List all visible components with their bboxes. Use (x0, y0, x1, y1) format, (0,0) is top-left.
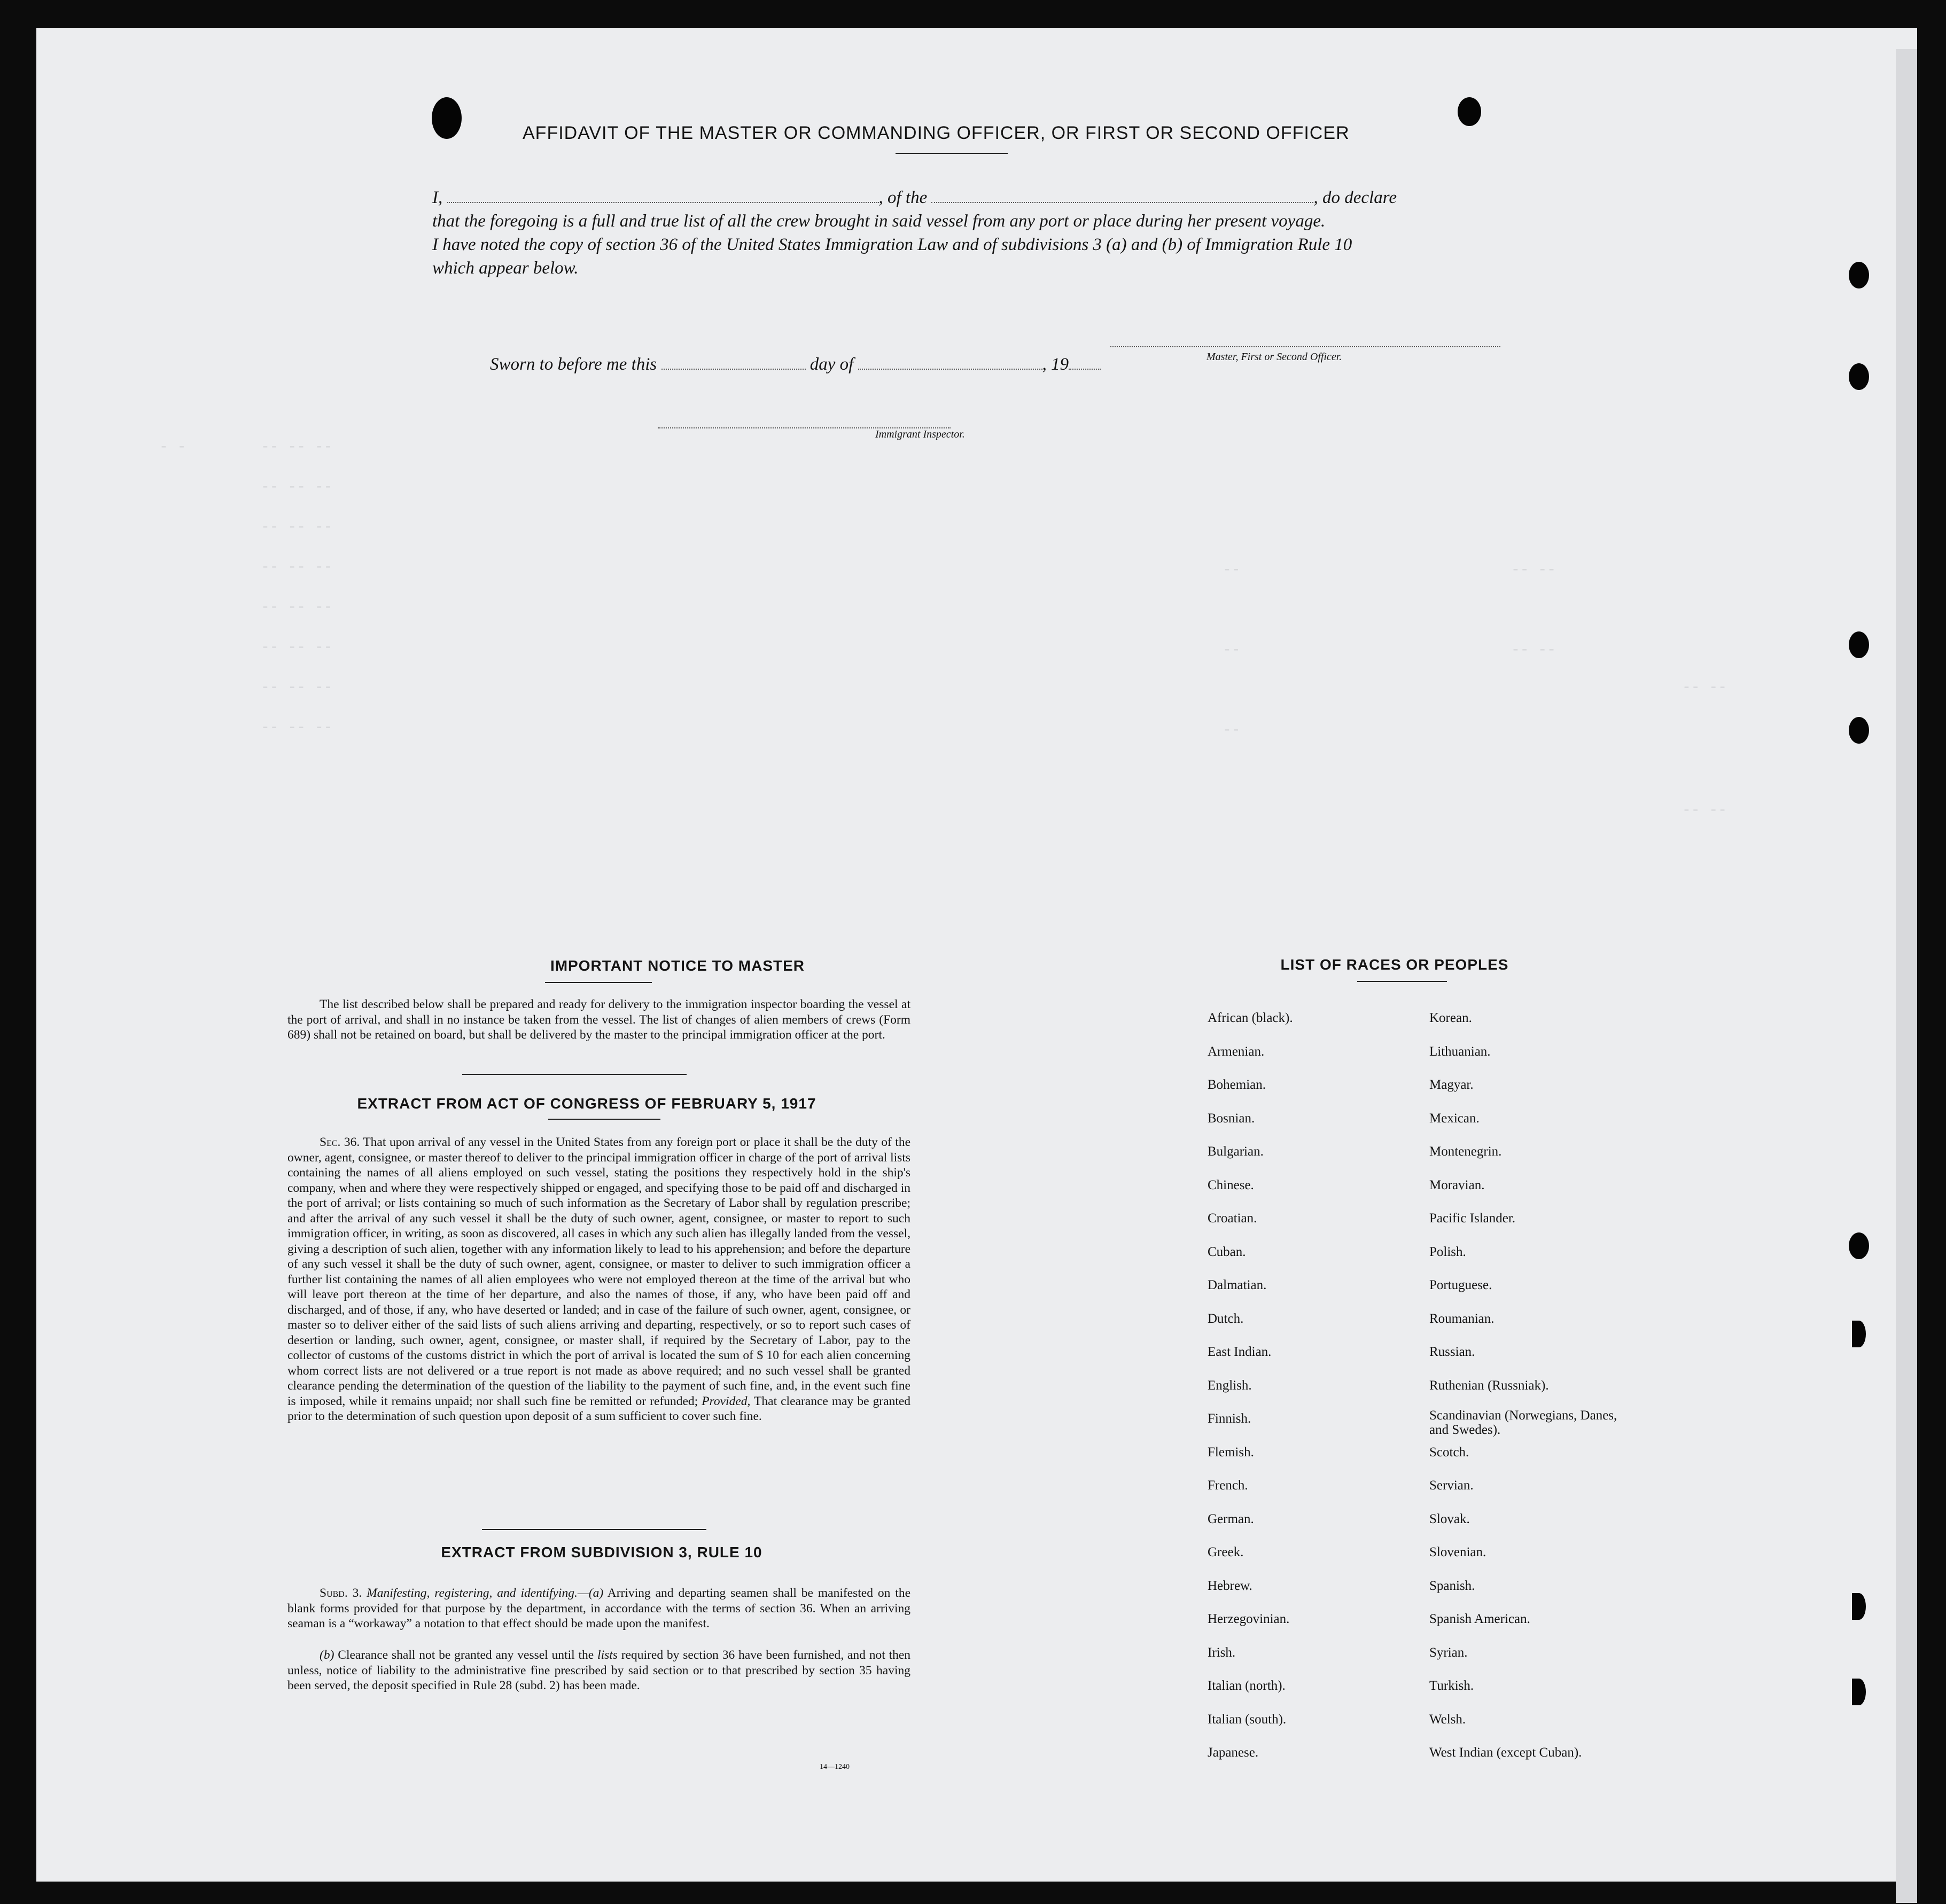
subd-b-label: (b) (320, 1648, 334, 1662)
race-item: Dalmatian. (1208, 1278, 1267, 1292)
bleed-through-mark: -- -- -- (261, 519, 333, 536)
race-item: Portuguese. (1429, 1278, 1492, 1292)
races-title: LIST OF RACES OR PEOPLES (1280, 956, 1509, 973)
race-item: Italian (south). (1208, 1712, 1287, 1727)
sworn-month-blank[interactable] (858, 354, 1042, 370)
races-underline (1357, 981, 1447, 982)
declaration-line-3: I have noted the copy of section 36 of the United States Immigration Law and of subdivisions 3 (a) and (b) of Immigration Rule 10 (432, 235, 1352, 254)
of-the-text: , of the (878, 188, 928, 207)
declaration-line-4: which appear below. (432, 259, 579, 278)
sworn-text: Sworn to before me this (490, 355, 657, 374)
race-item: East Indian. (1208, 1345, 1272, 1359)
bleed-through-mark: -- -- -- (261, 479, 333, 496)
punch-hole (1849, 363, 1869, 390)
race-item: Spanish. (1429, 1578, 1475, 1593)
bleed-through-mark: -- (1223, 722, 1241, 739)
sworn-line (490, 353, 1101, 376)
race-item: Cuban. (1208, 1244, 1246, 1259)
subd-b-text-2: required by section 36 have been furnished, and not then unless, notice of liability to the administrative fine prescribed by said section or to that prescribed by section 35 having been served, the deposit specified in Rule 28 (subd. 2) has been made. (287, 1648, 911, 1692)
section-36-end: That clearance may be granted prior to the determination of such question upon deposit of a sum sufficient to cover such fine. (287, 1394, 911, 1423)
race-item: English. (1208, 1378, 1252, 1393)
race-item: Ruthenian (Russniak). (1429, 1378, 1549, 1393)
bleed-through-mark: - - (159, 439, 186, 456)
bleed-through-mark: -- (1223, 642, 1241, 659)
bleed-through-mark: -- -- -- (261, 720, 333, 736)
race-item: French. (1208, 1478, 1248, 1493)
bleed-through-mark: -- (1223, 562, 1241, 579)
race-item: Japanese. (1208, 1745, 1259, 1760)
race-item: Roumanian. (1429, 1311, 1494, 1326)
race-item: Russian. (1429, 1345, 1475, 1359)
title-underline (896, 153, 1008, 154)
notice-underline (545, 982, 652, 983)
race-item: Polish. (1429, 1244, 1466, 1259)
inspector-signature-line[interactable] (658, 412, 951, 428)
race-item: African (black). (1208, 1011, 1293, 1025)
race-item: Bohemian. (1208, 1078, 1266, 1092)
declaration-line-1 (432, 186, 1498, 209)
race-item: Bosnian. (1208, 1111, 1255, 1126)
section-label: Sec. 36. (320, 1135, 360, 1149)
race-item: Herzegovinian. (1208, 1612, 1290, 1626)
subdivision-a (287, 1586, 910, 1632)
name-blank[interactable] (447, 187, 879, 203)
race-item: Slovenian. (1429, 1545, 1486, 1559)
master-signature-label: Master, First or Second Officer. (1206, 351, 1342, 363)
race-item: Spanish American. (1429, 1612, 1530, 1626)
inspector-signature-label: Immigrant Inspector. (875, 428, 965, 440)
race-item: Korean. (1429, 1011, 1472, 1025)
section-36-text: That upon arrival of any vessel in the United States from any foreign port or place it shall be the duty of the owner, agent, consignee, or master thereof to deliver to the principal immigration officer in charge of the port of arrival lists containing the names of all aliens employed on such vessel, stating the positions they respectively hold in the ship's company, when and where they were respectively shipped or engaged, and specifying those to be paid off and discharged in the port of arrival; or lists containing so much of such information as the Secretary of Labor shall by regulation prescribe; and after the arrival of any such vessel it shall be the duty of such owner, agent, consignee, or master to report to such immigration officer, in writing, as soon as discovered, all cases in which any such alien has illegally landed from the vessel, giving a description of such alien, together with any information likely to lead to his apprehension; and before the departure of any such vessel it shall be the duty of such owner, agent, consignee, or master to deliver to such immigration officer a further list containing the names of all alien employees who were not employed thereon at the time of the arrival but who will leave port thereon at the time of her departure, and also the names of those, if any, who have been paid off and discharged, and of those, if any, who have deserted or landed; and in case of the failure of such owner, agent, consignee, or master so to deliver either of the said lists of such aliens arriving and departing, respectively, or so to report such cases of desertion or landing, such owner, agent, consignee, or master shall, if required by the Secretary of Labor, pay to the collector of customs of the customs district in which the port of arrival is located the sum of $ 10 for each alien concerning whom correct lists are not delivered or a true report is not made as above required; and no such vessel shall be granted clearance pending the determination of the question of the liability to the payment of such fine, and, in the event such fine is imposed, while it remains unpaid; nor shall such fine be remitted or refunded; (287, 1135, 911, 1408)
race-item: West Indian (except Cuban). (1429, 1745, 1582, 1760)
race-item: Turkish. (1429, 1679, 1474, 1693)
race-item: Finnish. (1208, 1411, 1251, 1426)
master-signature-line[interactable] (1110, 331, 1500, 347)
punch-hole (1849, 1232, 1869, 1259)
race-item: Armenian. (1208, 1044, 1265, 1059)
bleed-through-mark: -- -- -- (261, 559, 333, 576)
race-item: Slovak. (1429, 1511, 1470, 1526)
bleed-through-mark: -- -- -- (261, 680, 333, 696)
race-item: Syrian. (1429, 1645, 1468, 1660)
subd-b-text-1: Clearance shall not be granted any vessel until the (338, 1648, 594, 1662)
subd-heading: Manifesting, registering, and identifying. (367, 1586, 578, 1600)
race-item: Bulgarian. (1208, 1144, 1264, 1159)
notice-body: The list described below shall be prepared and ready for delivery to the immigration inspector boarding the vessel at the port of arrival, and shall in no instance be taken from the vessel. The list of changes of alien members of crews (Form 689) shall not be retained on board, but shall be delivered by the master to the principal immigration officer at the port. (287, 997, 910, 1042)
notice-title: IMPORTANT NOTICE TO MASTER (550, 957, 805, 974)
race-item: Scotch. (1429, 1445, 1469, 1460)
punch-hole (1849, 631, 1869, 658)
bleed-through-mark: -- -- (1682, 802, 1727, 819)
punch-hole (1849, 717, 1869, 744)
punch-hole (1852, 1321, 1866, 1347)
race-item: Montenegrin. (1429, 1144, 1502, 1159)
race-item: Moravian. (1429, 1177, 1485, 1192)
provided-label: Provided, (702, 1394, 751, 1408)
subdivision-b (287, 1648, 910, 1694)
day-of-text: day of (809, 355, 854, 374)
race-item: Flemish. (1208, 1445, 1254, 1460)
punch-hole (432, 97, 462, 139)
bleed-through-mark: -- -- -- (261, 599, 333, 616)
race-item: German. (1208, 1511, 1254, 1526)
bleed-through-mark: -- -- (1511, 562, 1556, 579)
race-item: Dutch. (1208, 1311, 1244, 1326)
subd-a-label: —(a) (577, 1586, 604, 1600)
race-item: Hebrew. (1208, 1578, 1252, 1593)
races-right-column (1429, 1011, 1729, 1759)
race-item: Pacific Islander. (1429, 1211, 1516, 1226)
race-item: Magyar. (1429, 1078, 1474, 1092)
declare-text: , do declare (1313, 188, 1397, 207)
punch-hole (1852, 1679, 1866, 1705)
form-number: 14—1240 (820, 1763, 850, 1771)
vessel-blank[interactable] (931, 187, 1313, 203)
section-divider (482, 1529, 706, 1530)
bleed-through-mark: -- -- -- (261, 639, 333, 656)
race-item: Greek. (1208, 1545, 1244, 1559)
bleed-through-mark: -- -- (1511, 642, 1556, 659)
act-body (287, 1135, 910, 1424)
document-page (36, 28, 1917, 1882)
bleed-through-mark: -- -- -- (261, 439, 333, 456)
subd-a-text: Arriving and departing seamen shall be manifested on the blank forms provided for that purpose by the department, in accordance with the terms of section 36. When an arriving seaman is a “workaway” a notation to that effect should be made upon the manifest. (287, 1586, 910, 1630)
page-edge (1896, 49, 1917, 1903)
punch-hole (1849, 262, 1869, 288)
affidavit-declaration (432, 186, 1498, 280)
race-item: Scandinavian (Norwegians, Danes, and Swedes). (1429, 1408, 1617, 1437)
sworn-day-blank[interactable] (661, 354, 806, 370)
sworn-year-blank[interactable] (1069, 354, 1101, 370)
year-prefix: , 19 (1042, 355, 1069, 374)
act-underline (548, 1119, 660, 1120)
bleed-through-mark: -- -- (1682, 680, 1727, 696)
race-item: Chinese. (1208, 1177, 1254, 1192)
race-item: Lithuanian. (1429, 1044, 1491, 1059)
declaration-line-2: that the foregoing is a full and true list of all the crew brought in said vessel from any port or place during her present voyage. (432, 212, 1326, 231)
subd-label: Subd. 3. (320, 1586, 362, 1600)
race-item: Croatian. (1208, 1211, 1257, 1226)
rule-title: EXTRACT FROM SUBDIVISION 3, RULE 10 (441, 1544, 762, 1560)
punch-hole (1852, 1593, 1866, 1620)
race-item: Mexican. (1429, 1111, 1480, 1126)
subd-b-lists: lists (597, 1648, 618, 1662)
race-item: Italian (north). (1208, 1679, 1286, 1693)
race-item: Welsh. (1429, 1712, 1466, 1727)
act-title: EXTRACT FROM ACT OF CONGRESS OF FEBRUARY 5, 1917 (357, 1095, 816, 1112)
section-divider (462, 1074, 687, 1075)
affidavit-title: AFFIDAVIT OF THE MASTER OR COMMANDING OFFICER, OR FIRST OR SECOND OFFICER (523, 123, 1350, 143)
race-item: Servian. (1429, 1478, 1474, 1493)
declaration-i: I, (432, 188, 443, 207)
race-item: Irish. (1208, 1645, 1236, 1660)
races-left-column (1208, 1011, 1464, 1759)
punch-hole (1458, 97, 1481, 126)
